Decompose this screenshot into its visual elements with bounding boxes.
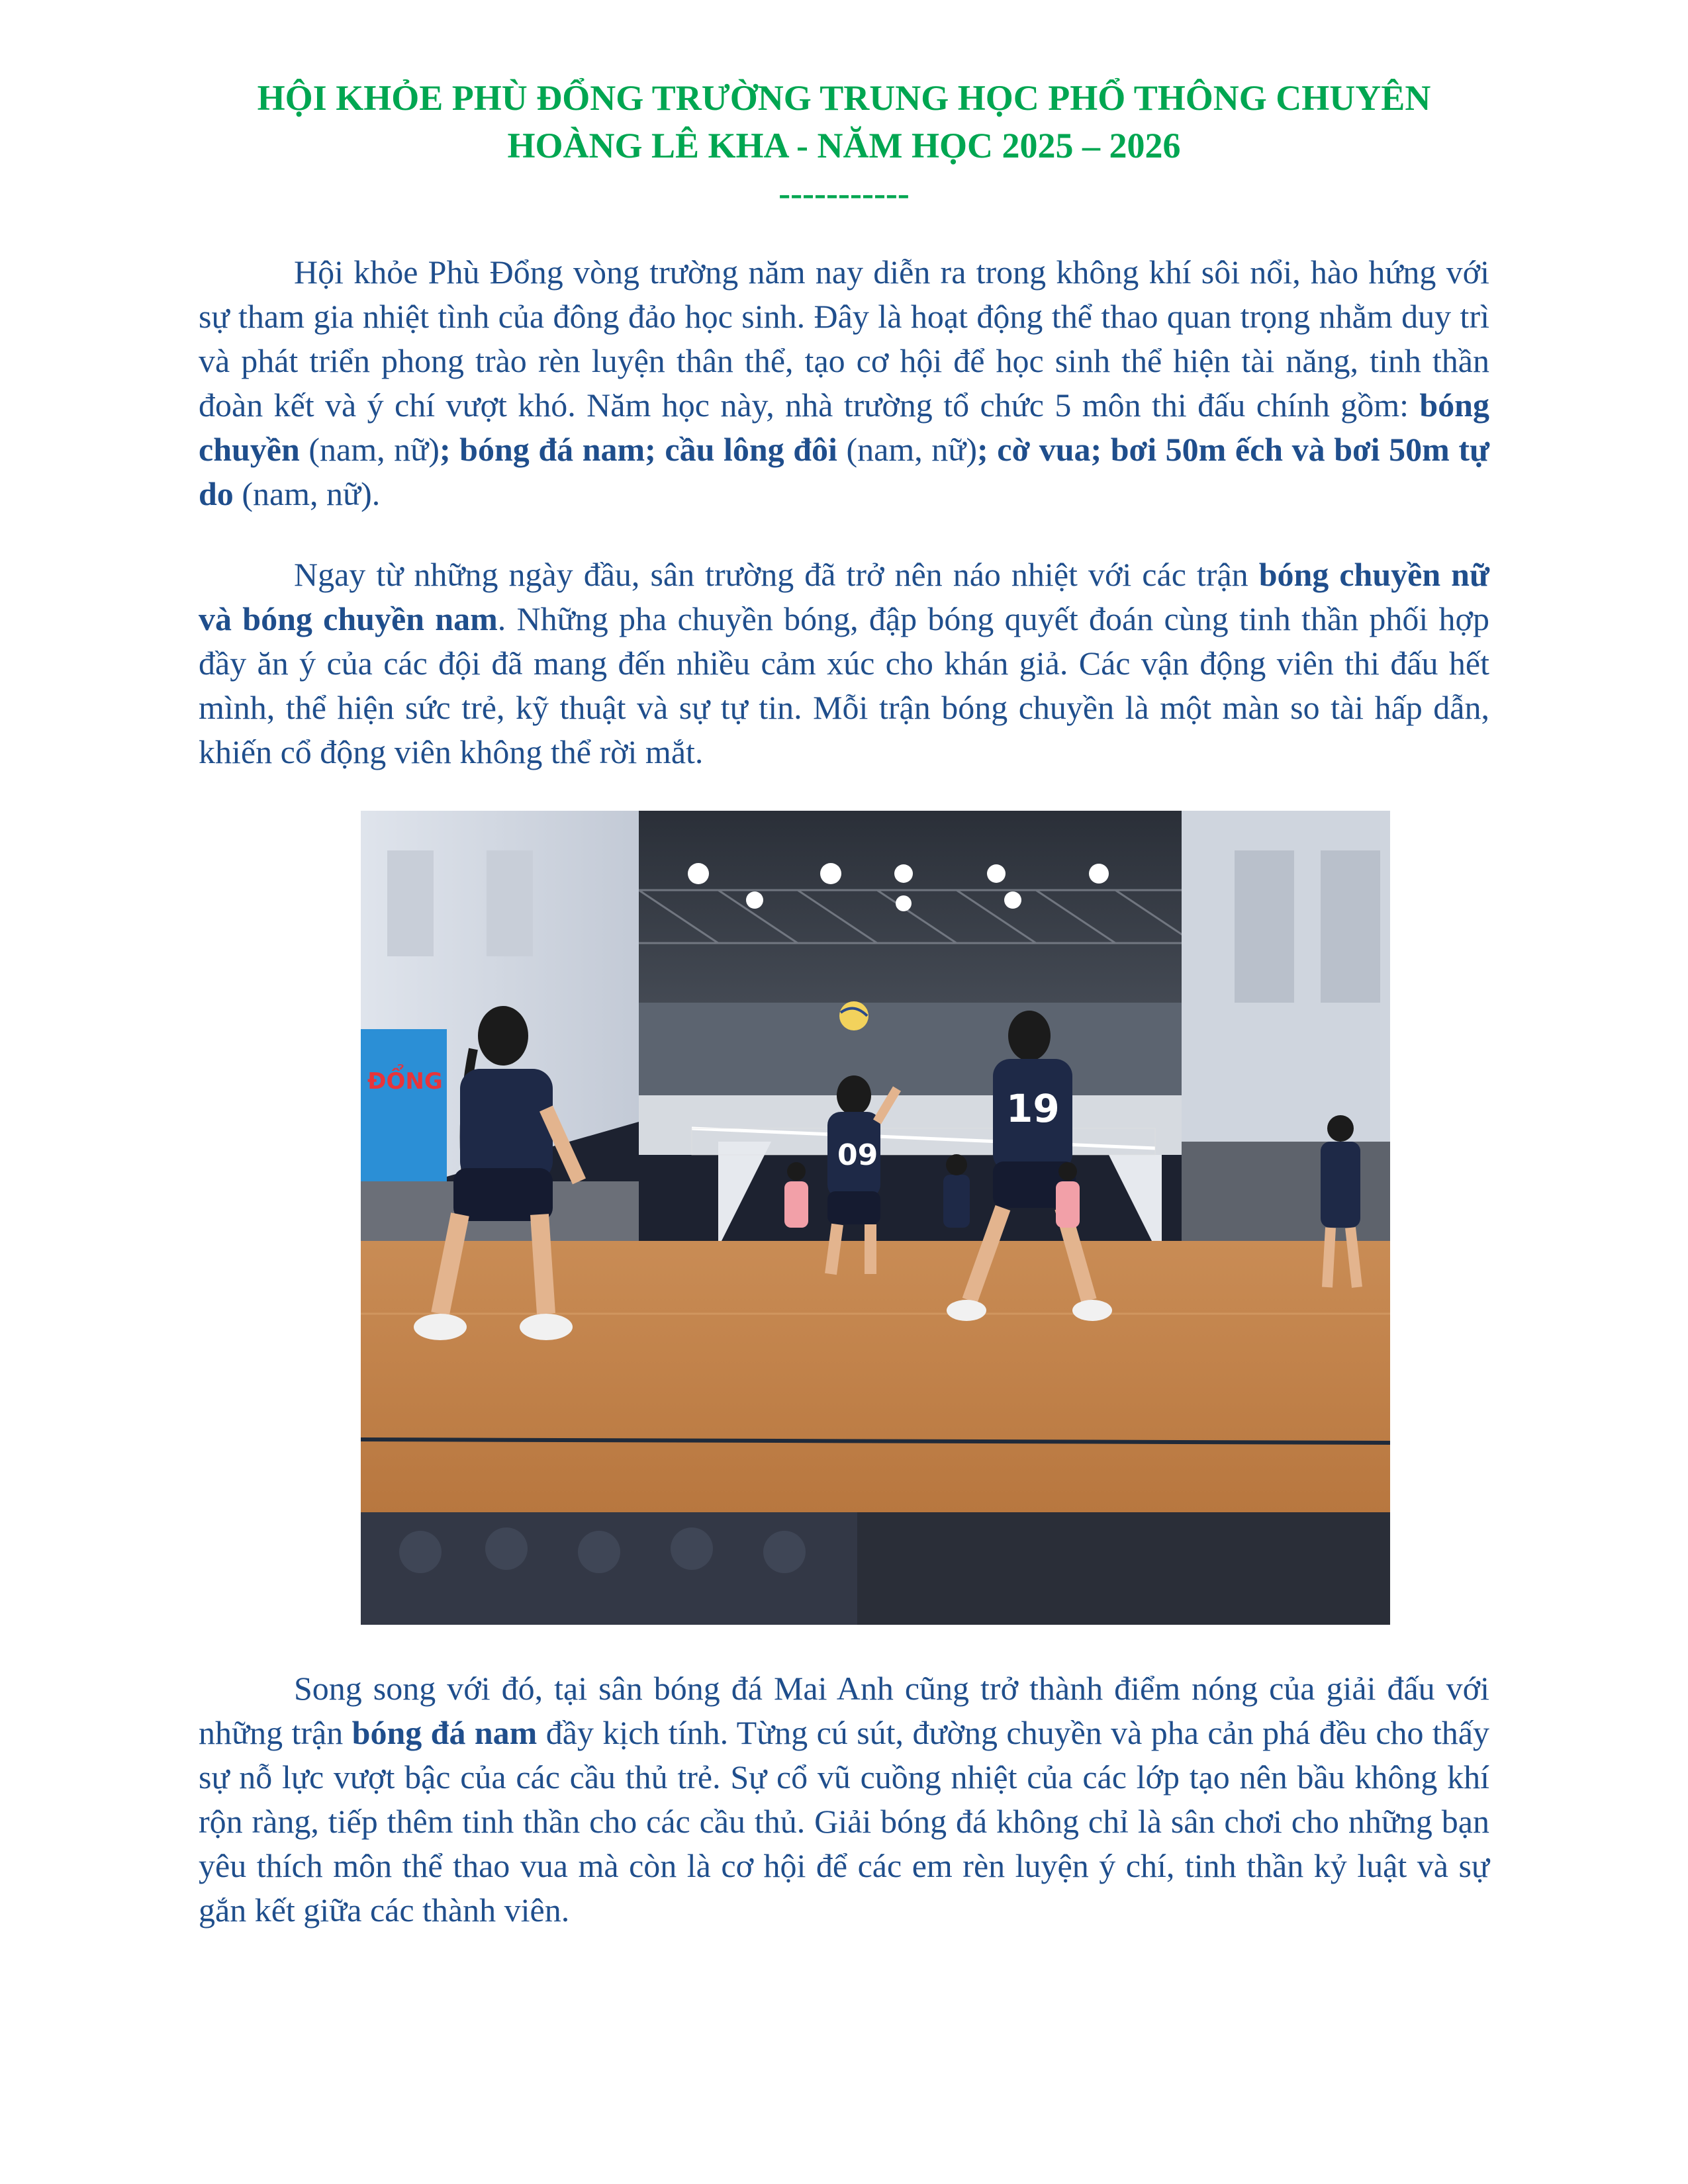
- volleyball-photo: [361, 811, 1390, 1625]
- para1-bold-2: ; bóng đá nam; cầu lông đôi: [439, 431, 837, 468]
- title-line-1: HỘI KHỎE PHÙ ĐỔNG TRƯỜNG TRUNG HỌC PHỔ THÔNG CHUYÊN: [257, 78, 1431, 118]
- paragraph-intro: [199, 250, 1489, 516]
- title-divider: -----------: [778, 173, 910, 213]
- jersey-number-middle: 09: [837, 1138, 878, 1172]
- paragraph-football: [199, 1666, 1489, 1933]
- para3-bold-1: bóng đá nam: [352, 1714, 538, 1751]
- para2-bold-1: bóng chuyền nữ và bóng chuyền nam: [199, 556, 1489, 637]
- para1-text-4: (nam, nữ).: [233, 475, 381, 512]
- para1-bold-3: ; cờ vua; bơi 50m ếch và bơi 50m tự do: [199, 431, 1490, 512]
- para2-text-2: . Những pha chuyền bóng, đập bóng quyết đoán cùng tinh thần phối hợp đầy ăn ý của các đội đã mang đến nhiều cảm xúc cho khán giả. Các vận động viên thi đấu hết mình, thể hiện sức trẻ, kỹ thuật và sự tự tin. Mỗi trận bóng chuyền là một màn so tài hấp dẫn, khiến cổ động viên không thể rời mắt.: [199, 600, 1489, 770]
- banner-text: ĐỔNG: [367, 1068, 443, 1095]
- para1-text-2: (nam, nữ): [299, 431, 440, 468]
- paragraph-volleyball: [199, 553, 1489, 774]
- para3-text-1: Song song với đó, tại sân bóng đá Mai Anh cũng trở thành điểm nóng của giải đấu với những trận: [199, 1670, 1489, 1751]
- volleyball-photo-illustration: [361, 811, 1390, 1625]
- title-line-2: HOÀNG LÊ KHA - NĂM HỌC 2025 – 2026: [507, 126, 1181, 165]
- para2-text-1: Ngay từ những ngày đầu, sân trường đã trở nên náo nhiệt với các trận: [294, 556, 1259, 593]
- jersey-number-right: 19: [1006, 1086, 1060, 1131]
- para1-bold-1: bóng chuyền: [199, 387, 1489, 468]
- para3-text-2: đầy kịch tính. Từng cú sút, đường chuyền và pha cản phá đều cho thấy sự nỗ lực vượt bậc của các cầu thủ trẻ. Sự cổ vũ cuồng nhiệt của các lớp tạo nên bầu không khí rộn ràng, tiếp thêm tinh thần cho các cầu thủ. Giải bóng đá không chỉ là sân chơi cho những bạn yêu thích môn thể thao vua mà còn là cơ hội để các em rèn luyện ý chí, tinh thần kỷ luật và sự gắn kết giữa các thành viên.: [199, 1714, 1489, 1929]
- para1-text-1: Hội khỏe Phù Đổng vòng trường năm nay diễn ra trong không khí sôi nổi, hào hứng với sự tham gia nhiệt tình của đông đảo học sinh. Đây là hoạt động thể thao quan trọng nhằm duy trì và phát triển phong trào rèn luyện thân thể, tạo cơ hội để học sinh thể hiện tài năng, tinh thần đoàn kết và ý chí vượt khó. Năm học này, nhà trường tổ chức 5 môn thi đấu chính gồm:: [199, 253, 1489, 424]
- document-title: [199, 74, 1489, 217]
- para1-text-3: (nam, nữ): [837, 431, 978, 468]
